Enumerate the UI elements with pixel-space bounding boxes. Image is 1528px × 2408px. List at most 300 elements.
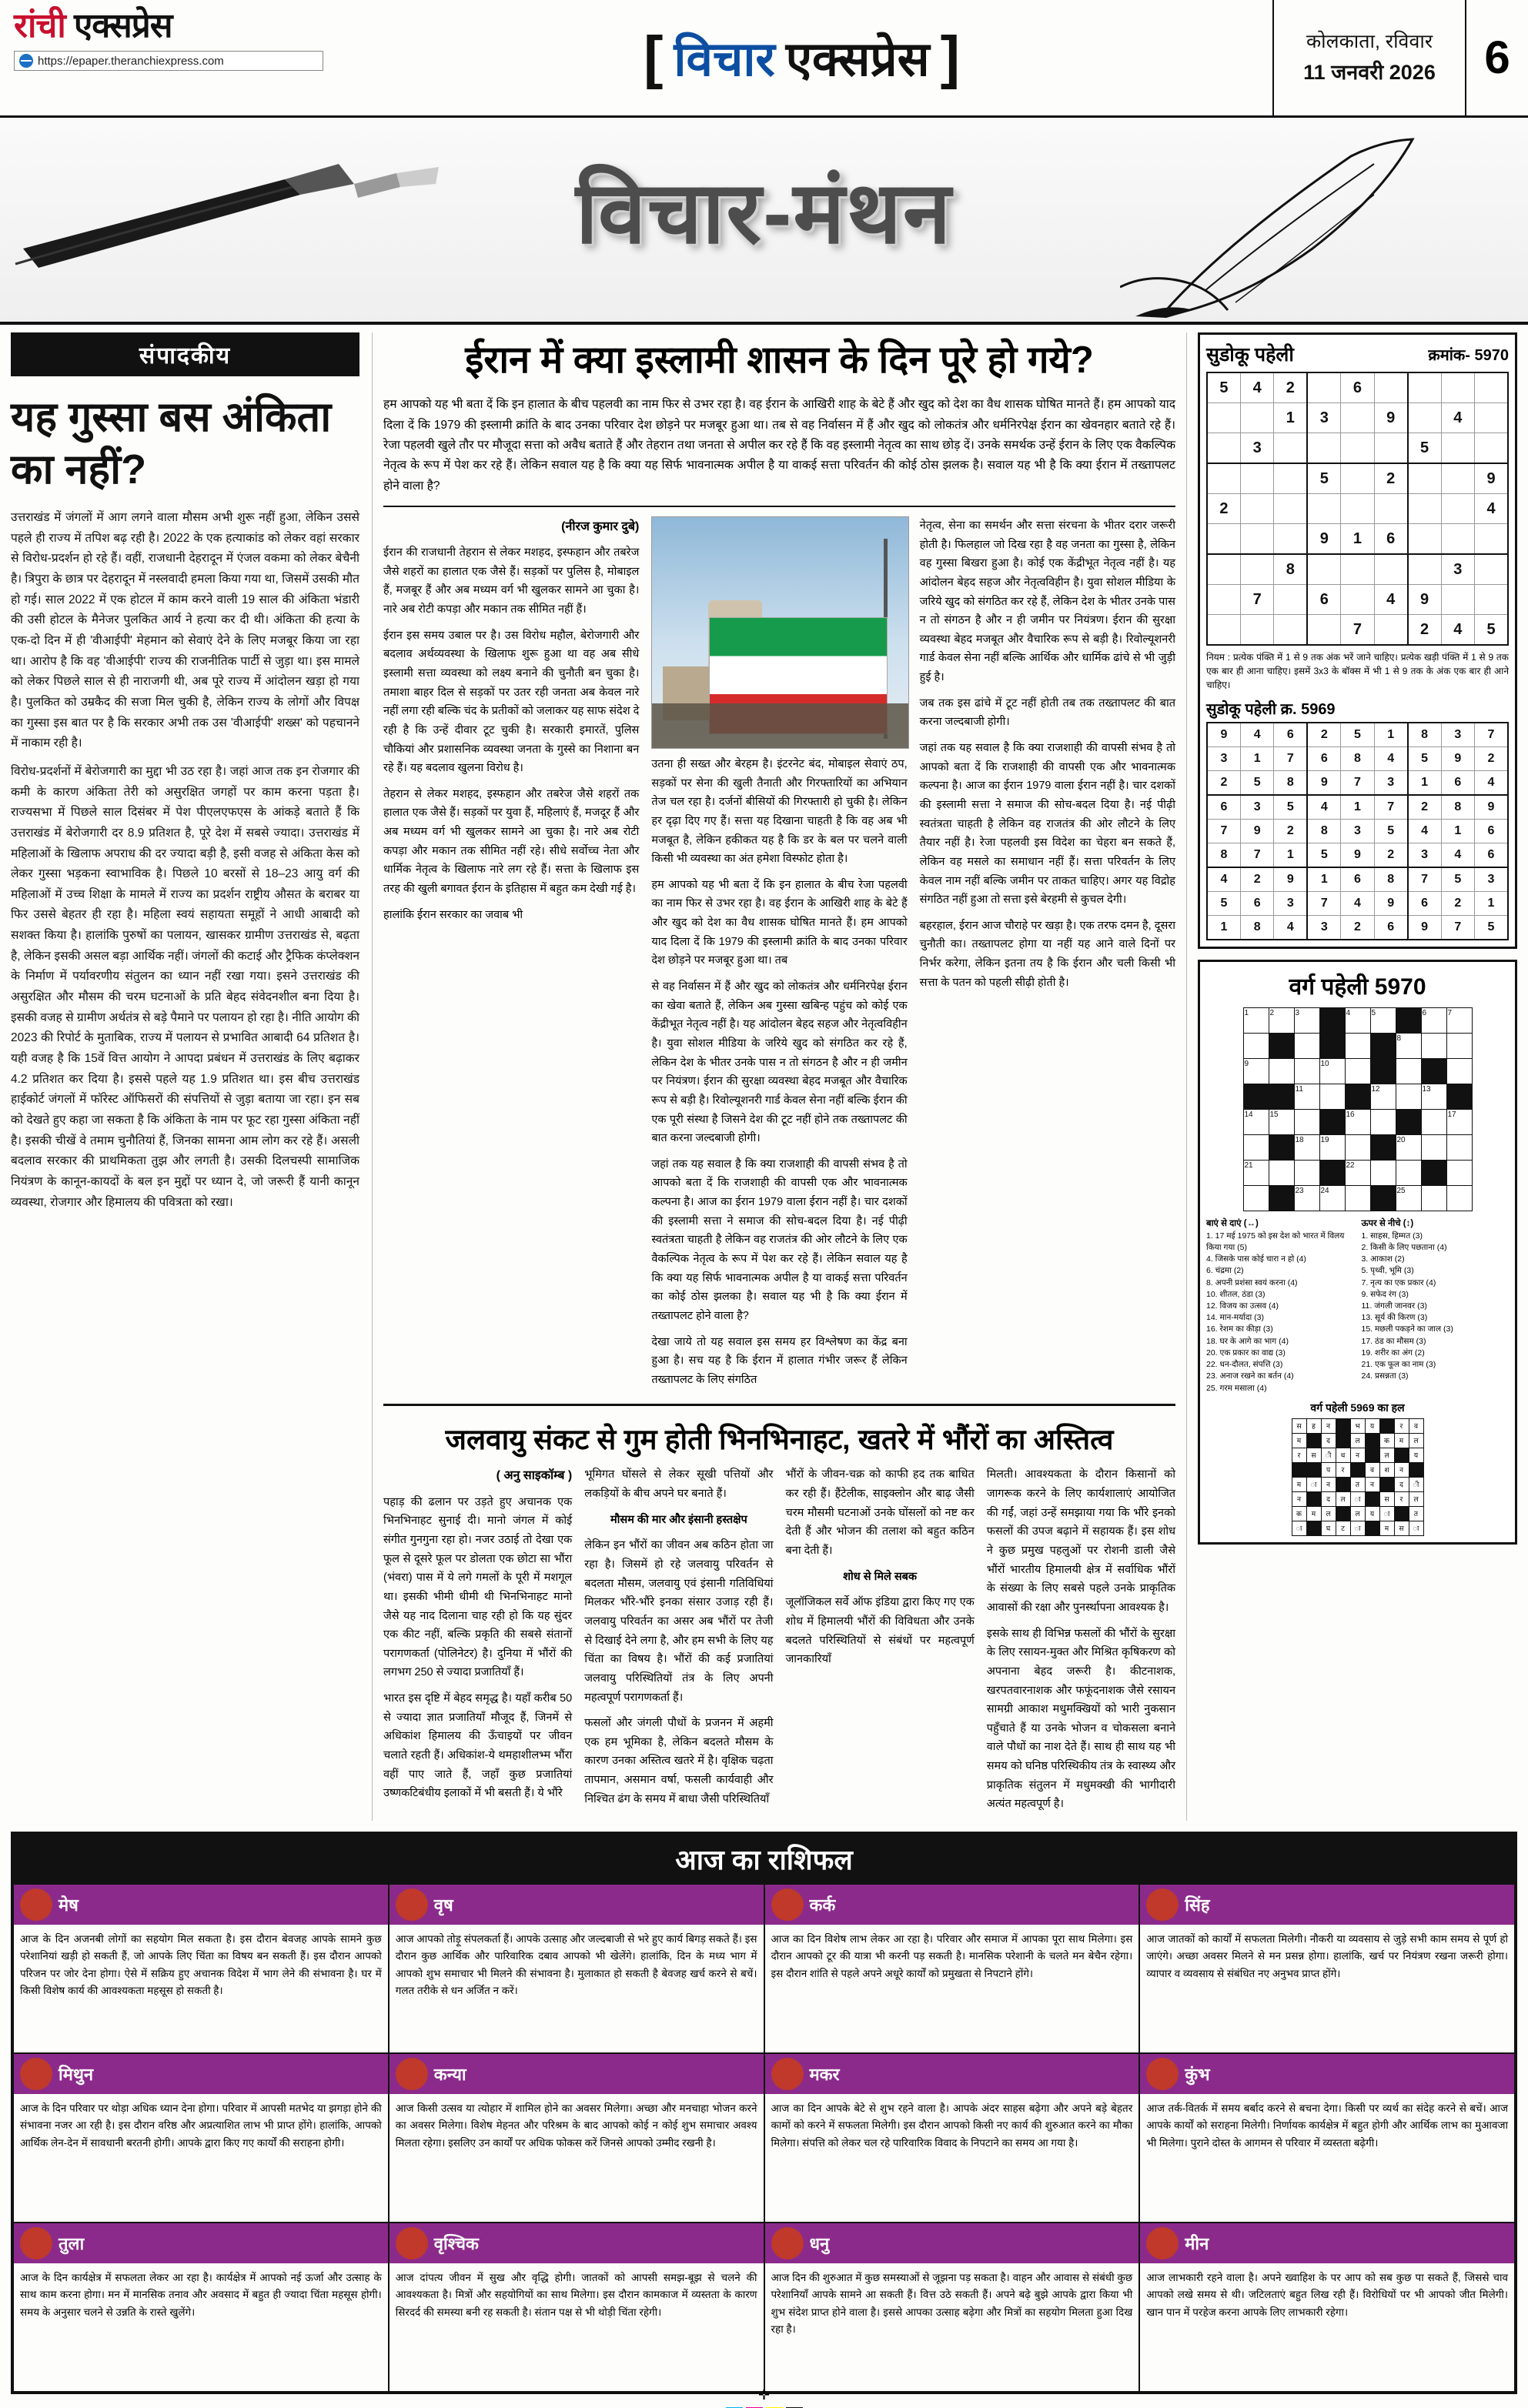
crossword-cell[interactable] <box>1345 1186 1370 1211</box>
sudoku-cell[interactable] <box>1307 554 1340 585</box>
clue-item: 9. सफेद रंग (3) <box>1361 1289 1409 1299</box>
sudoku-solution-cell: 6 <box>1374 916 1407 940</box>
clue-item: 12. विजय का उत्सव (4) <box>1206 1301 1279 1311</box>
publication-logo <box>14 9 323 43</box>
sudoku-solution-cell: 2 <box>1341 916 1374 940</box>
sudoku-cell[interactable] <box>1441 494 1474 524</box>
sudoku-cell[interactable]: 4 <box>1374 585 1407 615</box>
sudoku-cell[interactable] <box>1240 554 1273 585</box>
crossword-cell[interactable] <box>1370 1161 1396 1186</box>
sudoku-solution-cell: 5 <box>1240 771 1273 796</box>
crossword-cell[interactable] <box>1396 1059 1421 1084</box>
zodiac-text: आज का दिन आपके बेटे से शुभ रहने वाला है। आपके अंदर साहस बढ़ेगा और अपने बड़े बेहतर कामों को करने में सफलता मिलेगी। इस दौरान आपको किसी नए कार्य की शुरुआत करने का मौका मिलेगा। संपत्ति को लेकर चल रहे पारिवारिक विवाद के निपटाने का समय आ गया है। <box>771 2102 1133 2149</box>
sudoku-solution-cell: 9 <box>1341 843 1374 868</box>
sudoku-solution-cell: 8 <box>1374 867 1407 892</box>
sudoku-cell[interactable]: 5 <box>1408 433 1441 464</box>
crossword-cell[interactable]: 6 <box>1421 1008 1446 1034</box>
sudoku-cell[interactable] <box>1374 615 1407 646</box>
crossword-cell[interactable]: 10 <box>1319 1059 1345 1084</box>
sudoku-cell[interactable]: 5 <box>1475 615 1509 646</box>
sudoku-solution-cell: 8 <box>1207 843 1240 868</box>
crossword-cell[interactable] <box>1446 1034 1472 1059</box>
story2-paragraph: मिलती। आवश्यकता के दौरान किसानों को जागरूक करने के लिए कार्यशालाएं आयोजित की गईं, जहां उन्हें समझाया गया कि भौंरे इनको फसलों की उपज बढ़ाने में सहायक हैं। इस शोध ने कुछ प्रमुख पहलुओं पर रोशनी डाली जैसे भौंरों भारतीय हिमालयी क्षेत्र में सर्वाधिक भौंरों के संख्या के लिए सबसे पहले उनके प्राकृतिक आवासों की रक्षा और पुनर्स्थापना आवश्यक है। <box>986 1468 1175 1614</box>
sudoku-cell[interactable]: 2 <box>1207 494 1240 524</box>
zodiac-text: आज आपको तोड़ू संपलकर्ता हैं। आपके उत्साह और जल्दबाजी से भरे हुए कार्य बिगड़ सकते हैं। इस दौरान कुछ आर्थिक और पारिवारिक दबाव आपको भी खेलेंगे। हालांकि, दिन के मध्य भाग में आपको शुभ समाचार भी मिलने की संभावना है। मुलाकात हो सकती है बेवजह खर्च करने से बचें। गलत तरीके से धन अर्जित न करें। <box>395 1933 757 1996</box>
crossword-cell[interactable]: 21 <box>1243 1161 1269 1186</box>
zodiac-icon-libra <box>20 2227 52 2259</box>
secondary-story <box>383 1404 1175 1821</box>
story2-paragraph: लेकिन इन भौंरों का जीवन अब कठिन होता जा रहा है। जिसमें हो रहे जलवायु परिवर्तन से बदलता मौसम, जलवायु एवं इंसानी गतिविधियां मिलकर भौंरे-भौंरे इनका संसार उजाड़ रही हैं। जलवायु परिवर्तन का असर अब भौंरों पर तेजी से दिखाई देने लगा है, और हम सभी के लिए यह चिंता का विषय है। भौंरों की कई प्रजातियां जलवायु परिस्थितियों तंत्र के लिए अपनी महत्वपूर्ण परागणकर्ता हैं। <box>584 1539 774 1704</box>
sudoku-solution-cell: 1 <box>1307 867 1340 892</box>
clue-item: 25. गरम मसाला (4) <box>1206 1383 1267 1393</box>
sudoku-solution-cell: 6 <box>1341 867 1374 892</box>
story2-paragraph: फसलों और जंगली पौधों के प्रजनन में अहमी एक हम भूमिका है, लेकिन बदलते मौसम के कारण उनका अस्तित्व खतरे में है। वृक्षिक चढ़ता तापमान, असमान वर्षा, फसली कार्यवाही और निश्चित ढंग के समय में बाधा जैसी परिस्थितियाँ <box>584 1717 774 1805</box>
sudoku-cell[interactable]: 5 <box>1307 463 1340 494</box>
sudoku-cell[interactable] <box>1475 372 1509 403</box>
sudoku-cell[interactable] <box>1341 403 1374 433</box>
pen-illustration <box>8 133 485 310</box>
crossword-solution-grid: स ह न भ य र व म द ल क म ल र स ी ध न ल य प र व श न म ा न त न द ी न द ल ा स र ल क म ल ल य ा त ा घ ट ा म स ा <box>1292 1418 1424 1536</box>
clue-item: 23. अनाज रखने का बर्तन (4) <box>1206 1371 1294 1381</box>
sudoku-cell[interactable]: 6 <box>1341 372 1374 403</box>
clue-item: 21. एक फूल का नाम (3) <box>1361 1360 1436 1370</box>
sudoku-cell[interactable] <box>1408 524 1441 555</box>
clue-item: 13. सूर्य की किरण (3) <box>1361 1313 1428 1323</box>
zodiac-icon-aquarius <box>1146 2058 1179 2090</box>
crossword-cell[interactable] <box>1319 1084 1345 1110</box>
story2-paragraph: इसके साथ ही विभिन्न फसलों की भौंरों के सुरक्षा के लिए रसायन-मुक्त और मिश्रित कृषिकरण को अपनाना बेहद जरूरी है। कीटनाशक, खरपतवारनाशक और फफूंदनाशक जैसे रसायन सामग्री आकाश मधुमक्खियों को भारी नुकसान पहुँचाते हैं या उनके भोजन व चोकसला बनाने वाले पौधों का नाश देते हैं। साथ ही साथ यह भी समय को घनिष्ठ परिस्थिकीय तंत्र के स्वास्थ्य और प्राकृतिक संतुलन में मधुमक्खी की भागीदारी अत्यंत महत्वपूर्ण है। <box>986 1627 1175 1811</box>
sudoku-cell[interactable] <box>1374 554 1407 585</box>
sudoku-cell[interactable] <box>1207 403 1240 433</box>
horoscope-grid <box>13 1884 1515 2392</box>
sudoku-cell[interactable] <box>1240 403 1273 433</box>
sudoku-cell[interactable]: 8 <box>1274 554 1307 585</box>
main-paragraph: बहरहाल, ईरान आज चौराहे पर खड़ा है। एक तरफ दमन है, दूसरा चुनौती का। तख्तापलट होगा या नहीं यह आने वाले दिनों पर निर्भर करेगा, लेकिन इतना तय है कि ईरान और चली किसी भी सत्ता के पतन को पहली सीढ़ी होती है। <box>919 919 1175 989</box>
sudoku-cell[interactable]: 7 <box>1240 585 1273 615</box>
sudoku-solution-cell: 7 <box>1475 723 1509 747</box>
sudoku-cell[interactable] <box>1341 433 1374 464</box>
clue-item: 10. शीतल, ठंडा (3) <box>1206 1289 1266 1299</box>
zodiac-text: आज का दिन विशेष लाभ लेकर आ रहा है। परिवार और समाज में आपका पूरा साथ मिलेगा। इस दौरान आपको टूर की यात्रा भी करनी पड़ सकती है। मानसिक परेशानी के चलते मन बेचैन रहेगा। इस दौरान शांति से पहले अपने अधूरे कार्यों को प्रमुखता से निपटाने होंगे। <box>771 1933 1133 1979</box>
crossword-cell[interactable] <box>1446 1186 1472 1211</box>
sudoku-solution-cell: 3 <box>1441 723 1474 747</box>
crossword-block <box>1269 1084 1294 1110</box>
bracket-right: ] <box>940 25 960 90</box>
sudoku-solution-cell: 6 <box>1307 747 1340 771</box>
sudoku-cell[interactable] <box>1475 554 1509 585</box>
sudoku-cell[interactable] <box>1307 372 1340 403</box>
sudoku-cell[interactable] <box>1207 433 1240 464</box>
sudoku-cell[interactable] <box>1274 615 1307 646</box>
zodiac-name: तुला <box>59 2234 85 2253</box>
sudoku-cell[interactable] <box>1207 615 1240 646</box>
sudoku-solution-cell: 2 <box>1475 747 1509 771</box>
crossword-cell[interactable] <box>1243 1034 1269 1059</box>
sudoku-cell[interactable]: 2 <box>1374 463 1407 494</box>
sudoku-cell[interactable]: 4 <box>1441 403 1474 433</box>
story2-col-1 <box>383 1465 572 1821</box>
crossword-cell[interactable] <box>1421 1034 1446 1059</box>
crossword-cell[interactable] <box>1345 1135 1370 1161</box>
sudoku-solution-cell: 1 <box>1240 747 1273 771</box>
crossword-cell[interactable] <box>1446 1135 1472 1161</box>
editorial-paragraph: उत्तराखंड में जंगलों में आग लगने वाला मौसम अभी शुरू नहीं हुआ, लेकिन उससे पहले ही राज्य में तपिश बढ़ रही है। 2022 के एक हत्याकांड को लेकर वहां सरकार से विरोध-प्रदर्शन हो रहे हैं। वहीं, राजधानी देहरादून में एंजल वकमा को लेकर बेचैनी है। त्रिपुरा के छात्र पर देहरादून में नस्लवादी हमला किया गया था, जिसमें उसकी मौत हो गई। साल 2022 में एक होटल में काम करने वाली 19 साल की अंकिता भंडारी की उसी होटल के मैनेजर पुलकित आर्य ने हत्या कर दी थी। अंकिता की हत्या के एक-दो दिन में ही 'वीआईपी' मेहमान को सेवाएं देने के लिए मजबूर किया जा रहा था। आरोप है कि वह 'वीआईपी' राज्य की राजनीतिक पार्टी से जुड़ा था। इस मामले को लेकर पिछले साल से ही नाराजगी थी, अब पूरे राज्य में आंदोलन खड़ा हो गया है। पुलकित को उम्रकैद की सजा मिल चुकी है, लेकिन राज्य के लोगों और विपक्ष का गुस्सा इस बात पर है कि सरकार अभी तक उस 'वीआईपी' शख्स' को पहचानने में नाकाम रही है। <box>11 511 359 750</box>
crossword-cell[interactable]: 5 <box>1370 1008 1396 1034</box>
sudoku-cell[interactable] <box>1240 615 1273 646</box>
sudoku-solution-cell: 7 <box>1341 771 1374 796</box>
sudoku-cell[interactable] <box>1274 585 1307 615</box>
editorial-body <box>11 508 359 1213</box>
main-col-2 <box>651 516 907 1397</box>
sudoku-solution-cell: 8 <box>1240 916 1273 940</box>
sudoku-cell[interactable] <box>1274 494 1307 524</box>
crossword-cell[interactable] <box>1294 1059 1319 1084</box>
horoscope-card <box>764 2053 1140 2223</box>
story2-paragraph: भूमिगत घोंसले से लेकर सूखी पत्तियों और लकड़ियों के बीच अपने घर बनाते हैं। <box>584 1468 774 1501</box>
sudoku-solution-cell: 5 <box>1207 892 1240 916</box>
sudoku-cell[interactable]: 1 <box>1274 403 1307 433</box>
crossword-cell[interactable]: 2 <box>1269 1008 1294 1034</box>
main-paragraph: से वह निर्वासन में हैं और खुद को लोकतंत्र और धर्मनिरपेक्ष ईरान का खेवा बताते हैं, लेकिन अब गुस्सा खबिन्ह पहुंच को कोई एक केंद्रीभूत नेतृत्व नहीं है। यह आंदोलन बेहद सहज और नेतृत्वविहीन है। युवा सोशल मीडिया के जरिये खुद को संगठित कर रहे हैं, लेकिन देश के भीतर उनके पास न तो संगठन है और न ही जमीन पर नियंत्रण। ईरान की सुरक्षा व्यवस्था बेहद मजबूत और वैचारिक रूप से बड़ी है। रिवोल्यूशनरी गार्ड केवल सेना नहीं बल्कि ईरान की एक पूरी संस्था है जिसने देश की टूट नहीं होने तक तख्तापलट की बात करना जल्दबाजी होगी। <box>651 980 908 1145</box>
sudoku-cell[interactable]: 9 <box>1408 585 1441 615</box>
sudoku-cell[interactable] <box>1475 585 1509 615</box>
sudoku-solution-cell: 9 <box>1240 820 1273 843</box>
sudoku-cell[interactable] <box>1475 524 1509 555</box>
zodiac-icon-taurus <box>396 1889 428 1921</box>
sudoku-cell[interactable]: 9 <box>1475 463 1509 494</box>
sudoku-cell[interactable] <box>1441 433 1474 464</box>
sudoku-solution-cell: 5 <box>1441 867 1474 892</box>
main-paragraph: तेहरान से लेकर मशहद, इस्फहान और तबरेज जैसे शहरों तक हालात एक जैसे हैं। सड़कों पर युवा हैं, महिलाएं हैं, मजदूर हैं और अब मध्यम वर्ग भी खुलकर सामने आ चुका है। नारे अब रोटी कपड़ा और मकान तक सीमित नहीं रहे। सीधे सर्वोच्च नेता और धार्मिक नेतृत्व के खिलाफ नारे लग रहे हैं। सत्ता के खिलाफ इस तरह की खुली बगावत ईरान के इतिहास में बहुत कम देखी गई है। <box>383 787 640 896</box>
crossword-cell[interactable]: 4 <box>1345 1008 1370 1034</box>
horoscope-card <box>1139 2223 1515 2392</box>
print-registration-bar <box>0 2387 1528 2408</box>
sudoku-cell[interactable] <box>1374 372 1407 403</box>
zodiac-text: आज के दिन कार्यक्षेत्र में सफलता लेकर आ रहा है। कार्यक्षेत्र में आपको नई ऊर्जा और उत्साह के साथ काम करना होगा। मन में मानसिक तनाव और अवसाद में बहुत ही ज्यादा चिंता महसूस होगी। समय के अनुसार चलने से उन्नति के रास्ते खुलेंगे। <box>20 2272 382 2318</box>
sudoku-cell[interactable] <box>1240 524 1273 555</box>
sudoku-cell[interactable]: 5 <box>1207 372 1240 403</box>
zodiac-text: आज जातकों को कार्यों में सफलता मिलेगी। नौकरी या व्यवसाय से जुड़े सभी काम समय से पूर्ण हो जाएंगे। अच्छा अवसर मिलने से मन प्रसन्न होगा। हालांकि, खर्च पर नियंत्रण रखना जरूरी होगा। व्यापार व व्यवसाय से संबंधित नए अनुभव प्राप्त होंगे। <box>1146 1933 1508 1979</box>
sudoku-cell[interactable] <box>1207 554 1240 585</box>
sudoku-cell[interactable] <box>1307 494 1340 524</box>
sudoku-solution-cell: 4 <box>1240 723 1273 747</box>
sudoku-solution-cell: 7 <box>1374 795 1407 820</box>
crossword-block <box>1421 1059 1446 1084</box>
crossword-cell[interactable]: 16 <box>1345 1110 1370 1135</box>
sudoku-cell[interactable] <box>1274 463 1307 494</box>
crossword-block <box>1319 1161 1345 1186</box>
zodiac-text: आज के दिन परिवार पर थोड़ा अधिक ध्यान देना होगा। परिवार में आपसी मतभेद या झगड़ा होने की संभावना नजर आ रही है। इस दौरान वरिष्ठ और अप्रत्याशित लाभ भी प्राप्त होंगे। हालांकि, आपको आर्थिक लेन-देन में सावधानी बरतनी होगी। आपके द्वारा किए गए कार्यों की सराहना होगी। <box>20 2102 382 2149</box>
sudoku-title: सुडोकू पहेली <box>1206 344 1294 366</box>
crossword-block <box>1396 1008 1421 1034</box>
sudoku-solution-cell: 3 <box>1207 747 1240 771</box>
sudoku-cell[interactable] <box>1341 585 1374 615</box>
sudoku-cell[interactable]: 2 <box>1408 615 1441 646</box>
crossword-cell[interactable]: 22 <box>1345 1161 1370 1186</box>
story2-col-3 <box>786 1465 975 1821</box>
horoscope-card <box>13 2053 389 2223</box>
horoscope-section <box>11 1832 1517 2394</box>
sudoku-solution-cell: 3 <box>1240 795 1273 820</box>
crossword-cell[interactable] <box>1243 1186 1269 1211</box>
crossword-cell[interactable]: 11 <box>1294 1084 1319 1110</box>
sudoku-cell[interactable] <box>1441 372 1474 403</box>
crossword-grid[interactable] <box>1243 1007 1473 1211</box>
crossword-cell[interactable]: 17 <box>1446 1110 1472 1135</box>
sudoku-cell[interactable] <box>1307 615 1340 646</box>
sudoku-solution-cell: 6 <box>1441 771 1474 796</box>
sudoku-solution-cell: 8 <box>1307 820 1340 843</box>
crossword-cell[interactable] <box>1370 1110 1396 1135</box>
crossword-cell[interactable]: 3 <box>1294 1008 1319 1034</box>
horoscope-card <box>13 2223 389 2392</box>
crossword-cell[interactable] <box>1269 1059 1294 1084</box>
zodiac-text: आज लाभकारी रहने वाला है। अपने ख्वाहिश के पर आप को सब कुछ पा सकते हैं, जिससे चाव आपको लखे समय से थी। जटिलताएं बहुत लिख रही हैं। विरोधियों पर भी आपको जीत मिलेगी। खान पान में परहेज करना आपके लिए लाभकारी रहेगा। <box>1146 2272 1508 2318</box>
crossword-cell[interactable] <box>1396 1084 1421 1110</box>
section-masthead <box>331 0 1272 115</box>
zodiac-name: कर्क <box>809 1895 836 1915</box>
iran-photo <box>651 516 908 749</box>
clue-item: 20. एक प्रकार का वाद्य (3) <box>1206 1348 1286 1358</box>
sudoku-cell[interactable] <box>1341 463 1374 494</box>
sudoku-cell[interactable]: 2 <box>1274 372 1307 403</box>
crossword-cell[interactable] <box>1446 1059 1472 1084</box>
epaper-url-bar[interactable] <box>14 51 323 71</box>
crossword-cell[interactable] <box>1396 1161 1421 1186</box>
zodiac-name: वृष <box>433 1895 453 1915</box>
crossword-cell[interactable] <box>1269 1161 1294 1186</box>
sudoku-solution-cell: 1 <box>1374 723 1407 747</box>
main-headline: ईरान में क्या इस्लामी शासन के दिन पूरे हो गये? <box>465 339 1094 381</box>
sudoku-cell[interactable] <box>1274 433 1307 464</box>
sudoku-solution-cell: 3 <box>1274 892 1307 916</box>
crossword-cell[interactable] <box>1421 1110 1446 1135</box>
sudoku-box <box>1198 332 1517 949</box>
crossword-block <box>1269 1135 1294 1161</box>
sudoku-cell[interactable] <box>1341 494 1374 524</box>
crossword-block <box>1345 1084 1370 1110</box>
sudoku-cell[interactable] <box>1307 433 1340 464</box>
sudoku-solution-cell: 9 <box>1408 916 1441 940</box>
zodiac-icon-scorpio <box>396 2227 428 2259</box>
sudoku-solution-cell: 5 <box>1341 723 1374 747</box>
zodiac-text: आज दिन की शुरुआत में कुछ समस्याओं से जूझना पड़ सकता है। वाहन और आवास से संबंधी कुछ परेशानियाँ आपके सामने आ सकती हैं। वित्त उठे सकती हैं। अपने बढ़े बुझे आपके द्वारा किया भी शुभ संदेश प्राप्त होने वाला है। इससे आपका उत्साह बढ़ेगा और मित्रों का सहयोग मिलता हुआ दिख रहा है। <box>771 2272 1133 2335</box>
crossword-cell[interactable] <box>1294 1034 1319 1059</box>
sudoku-solution-cell: 1 <box>1475 892 1509 916</box>
crossword-cell[interactable] <box>1421 1186 1446 1211</box>
main-paragraph: जहां तक यह सवाल है कि क्या राजशाही की वापसी संभव है तो आपको बता दें कि राजशाही की वापसी एक और भावनात्मक कल्पना है। आज का ईरान 1979 वाला ईरान नहीं है। चार दशकों की इस्लामी सत्ता ने समाज की सोच-बदल दिया है। नई पीढ़ी स्वतंत्रता चाहती है लेकिन वह राजतंत्र की ओर लौटने के लिए तैयार नहीं है। रेजा पहलवी इस विदेश का चेहरा बन सकते हैं, लेकिन वह मसले का समाधान नहीं हैं। सत्ता परिवर्तन के लिए केवल नाम नहीं बल्कि जमीन पर ताकत चाहिए। अगर यह विद्रोह संगठित नहीं हुआ तो सत्ता इसे बेरहमी से कुचल देगी। <box>919 742 1175 907</box>
sudoku-cell[interactable] <box>1441 463 1474 494</box>
sudoku-cell[interactable] <box>1408 403 1441 433</box>
main-paragraph: ईरान की राजधानी तेहरान से लेकर मशहद, इस्फहान और तबरेज जैसे शहरों का हालात एक जैसे हैं। सड़कों पर पुलिस है, मोबाइल हैं, मजबूर हैं और अब मध्यम वर्ग भी खुलकर सामने आ चुका है। नारे अब रोटी कपड़ा और मकान तक सीमित नहीं हैं। <box>383 546 640 616</box>
crossword-cell[interactable]: 1 <box>1243 1008 1269 1034</box>
banner-title: विचार-मंथन <box>575 165 953 261</box>
crossword-cell[interactable]: 19 <box>1319 1135 1345 1161</box>
main-byline: (नीरज कुमार दुबे) <box>561 519 640 533</box>
crossword-block <box>1370 1135 1396 1161</box>
sudoku-cell[interactable]: 3 <box>1441 554 1474 585</box>
main-col-3 <box>920 516 1175 1397</box>
sudoku-cell[interactable]: 4 <box>1441 615 1474 646</box>
main-story-columns <box>383 516 1175 1397</box>
horoscope-card <box>389 2223 764 2392</box>
crossword-cell[interactable] <box>1446 1161 1472 1186</box>
crossword-cell[interactable]: 7 <box>1446 1008 1472 1034</box>
crossword-cell[interactable] <box>1345 1059 1370 1084</box>
sudoku-cell[interactable]: 9 <box>1374 403 1407 433</box>
editorial-headline: यह गुस्सा बस अंकिता का नहीं? <box>11 394 332 493</box>
masthead-dateline <box>1272 0 1528 115</box>
main-paragraph: देखा जाये तो यह सवाल इस समय हर विश्लेषण का केंद्र बना हुआ है। सच यह है कि ईरान में हालात गंभीर जरूर हैं लेकिन तख्तापलट के लिए संगठित <box>651 1335 908 1386</box>
main-paragraph: हालांकि ईरान सरकार का जवाब भी <box>383 908 523 921</box>
clues-down-heading: ऊपर से नीचे (↕) <box>1361 1219 1414 1228</box>
crossword-cell[interactable]: 8 <box>1396 1034 1421 1059</box>
sudoku-cell[interactable] <box>1441 585 1474 615</box>
clue-item: 15. मछली पकड़ने का जाल (3) <box>1361 1324 1453 1334</box>
sudoku-cell[interactable] <box>1475 433 1509 464</box>
crossword-cell[interactable]: 13 <box>1421 1084 1446 1110</box>
sudoku-cell[interactable]: 4 <box>1475 494 1509 524</box>
logo-main: रांची <box>14 7 65 45</box>
clue-item: 14. मान-मर्यादा (3) <box>1206 1313 1264 1323</box>
horoscope-title: आज का राशिफल <box>13 1834 1515 1884</box>
crossword-cell[interactable] <box>1243 1135 1269 1161</box>
sudoku-solution-cell: 8 <box>1341 747 1374 771</box>
sudoku-solution-cell: 2 <box>1274 820 1307 843</box>
crowd <box>652 703 908 748</box>
sudoku-solution-cell: 1 <box>1341 795 1374 820</box>
secondary-headline: जलवायु संकट से गुम होती भिनभिनाहट, खतरे में भौंरों का अस्तित्व <box>445 1424 1114 1456</box>
sudoku-cell[interactable]: 3 <box>1240 433 1273 464</box>
sudoku-cell[interactable] <box>1441 524 1474 555</box>
crossword-block <box>1319 1008 1345 1034</box>
crossword-cell[interactable] <box>1294 1161 1319 1186</box>
sudoku-cell[interactable]: 7 <box>1341 615 1374 646</box>
crossword-cell[interactable]: 25 <box>1396 1186 1421 1211</box>
sudoku-solution-cell: 7 <box>1274 747 1307 771</box>
crossword-block <box>1446 1084 1472 1110</box>
crossword-cell[interactable]: 12 <box>1370 1084 1396 1110</box>
clue-item: 1. 17 मई 1975 को इस देश को भारत में विलय किया गया (5) <box>1206 1231 1345 1252</box>
sudoku-solution-cell: 7 <box>1207 820 1240 843</box>
clue-item: 11. जंगली जानवर (3) <box>1361 1301 1427 1311</box>
sudoku-solution-cell: 3 <box>1475 867 1509 892</box>
zodiac-name: धनु <box>809 2234 830 2253</box>
sudoku-cell[interactable] <box>1207 585 1240 615</box>
sudoku-solution-cell: 2 <box>1374 843 1407 868</box>
sudoku-cell[interactable] <box>1341 554 1374 585</box>
crossword-cell[interactable]: 24 <box>1319 1186 1345 1211</box>
zodiac-icon-cancer <box>771 1889 804 1921</box>
zodiac-name: कुंभ <box>1185 2065 1210 2084</box>
crossword-cell[interactable] <box>1294 1110 1319 1135</box>
clue-item: 17. ठंड का मौसम (3) <box>1361 1336 1426 1346</box>
crossword-cell[interactable]: 23 <box>1294 1186 1319 1211</box>
sudoku-cell[interactable] <box>1207 524 1240 555</box>
story2-paragraph: भारत इस दृष्टि में बेहद समृद्ध है। यहाँ करीब 50 से ज्यादा ज्ञात प्रजातियाँ मौजूद हैं, जिनमें से अधिकांश हिमालय की ऊँचाइयों पर जीवन चलाते रहती हैं। अधिकांश-ये थमहाशीलभ्म भौंरा वहीं पाए जाते हैं, जहाँ कुछ प्रजातियां उष्णकटिबंधीय इलाकों में भी बसती हैं। ये भौंरे <box>383 1692 573 1800</box>
sudoku-cell[interactable] <box>1240 463 1273 494</box>
sudoku-solution-cell: 9 <box>1207 723 1240 747</box>
clues-across-heading: बाएं से दाएं (↔) <box>1206 1219 1259 1228</box>
zodiac-name: मीन <box>1185 2234 1209 2253</box>
sudoku-cell[interactable] <box>1240 494 1273 524</box>
horoscope-card <box>764 2223 1140 2392</box>
clue-item: 7. नृत्य का एक प्रकार (4) <box>1361 1277 1436 1287</box>
sudoku-solution-title: सुडोकू पहेली क्र. 5969 <box>1206 701 1336 718</box>
zodiac-icon-virgo <box>396 2058 428 2090</box>
section-title-secondary: एक्सप्रेस <box>785 33 930 86</box>
sudoku-cell[interactable]: 6 <box>1307 585 1340 615</box>
sudoku-cell[interactable] <box>1274 524 1307 555</box>
horoscope-card <box>1139 2053 1515 2223</box>
sudoku-cell[interactable] <box>1207 463 1240 494</box>
sudoku-cell[interactable]: 3 <box>1307 403 1340 433</box>
crossword-cell[interactable]: 9 <box>1243 1059 1269 1084</box>
sudoku-cell[interactable] <box>1408 554 1441 585</box>
page-content <box>0 325 1528 1821</box>
main-paragraph: ईरान इस समय उबाल पर है। उस विरोध महौल, बेरोजगारी और बदलाव अर्थव्यवस्था के खिलाफ शुरू हुआ था वह अब सीधे इस्लामी सत्ता व्यवस्था को लक्ष्य बनाने की चुनौती बन चुका है। तमाशा बाहर दिल से सड़कों पर उतर रही जनता अब केवल नारे नहीं लगा रही बल्कि चंद के प्रतीकों को जलाकर यह साफ संदेश दे रही है कि उन्हें दीवार टूट चुकी है। सरकारी इमारतें, पुलिस चौकियां और प्रशासनिक व्यवस्था जनता के गुस्से का निशाना बन रहे हैं। यह बदलाव खुलना विरोध है। <box>383 629 640 775</box>
zodiac-icon-leo <box>1146 1889 1179 1921</box>
sudoku-solution-cell: 4 <box>1341 892 1374 916</box>
zodiac-name: मकर <box>809 2065 840 2084</box>
sudoku-solution-cell: 9 <box>1274 867 1307 892</box>
sudoku-cell[interactable]: 4 <box>1240 372 1273 403</box>
main-paragraph: हम आपको यह भी बता दें कि इन हालात के बीच रेजा पहलवी का नाम फिर से उभर रहा है। वह ईरान के आखिरी शाह के बेटे हैं और खुद को देश का वैध शासक घोषित मानते हैं। हम आपको याद दिला दें कि 1979 की इस्लामी क्रांति के बाद उनका परिवार देश छोड़ने पर मजबूर हुआ था। तब <box>651 878 908 967</box>
sudoku-cell[interactable]: 9 <box>1307 524 1340 555</box>
sudoku-cell[interactable] <box>1408 463 1441 494</box>
zodiac-name: मेष <box>59 1895 79 1915</box>
sudoku-solution-cell: 4 <box>1274 916 1307 940</box>
sudoku-solution-cell: 6 <box>1408 892 1441 916</box>
clue-item: 22. धन-दौलत, संपत्ति (3) <box>1206 1360 1283 1370</box>
story2-paragraph: भौंरों के जीवन-चक्र को काफी हद तक बाधित कर रही हैं। हैंटेलीक, साइक्लोन और बाढ़ जैसी चरम मौसमी घटनाओं उनके घोंसलों को नष्ट कर देती हैं और भोजन की तलाश को बहुत कठिन बना देती हैं। <box>785 1468 975 1558</box>
sudoku-solution-cell: 5 <box>1274 795 1307 820</box>
sudoku-cell[interactable] <box>1475 403 1509 433</box>
sudoku-solution-cell: 4 <box>1207 867 1240 892</box>
sudoku-grid[interactable] <box>1206 372 1509 646</box>
sudoku-cell[interactable] <box>1408 372 1441 403</box>
sudoku-solution-cell: 1 <box>1274 843 1307 868</box>
sudoku-solution-cell: 2 <box>1408 795 1441 820</box>
sudoku-cell[interactable] <box>1374 433 1407 464</box>
secondary-story-columns <box>383 1465 1175 1821</box>
crossword-block <box>1421 1161 1446 1186</box>
zodiac-icon-aries <box>20 1889 52 1921</box>
crossword-cell[interactable]: 15 <box>1269 1110 1294 1135</box>
crossword-block <box>1269 1034 1294 1059</box>
crossword-cell[interactable]: 14 <box>1243 1110 1269 1135</box>
sudoku-solution-cell: 7 <box>1307 892 1340 916</box>
zodiac-name: वृश्चिक <box>433 2234 479 2253</box>
crossword-cell[interactable] <box>1421 1135 1446 1161</box>
sudoku-cell[interactable]: 1 <box>1341 524 1374 555</box>
main-paragraph: जब तक इस ढांचे में टूट नहीं होती तब तक तख्तापलट की बात करना जल्दबाजी होगी। <box>919 696 1175 729</box>
crossword-block <box>1370 1186 1396 1211</box>
crossword-cell[interactable] <box>1345 1034 1370 1059</box>
sudoku-cell[interactable]: 6 <box>1374 524 1407 555</box>
crossword-block <box>1396 1110 1421 1135</box>
crossword-block <box>1370 1059 1396 1084</box>
crossword-cell[interactable]: 20 <box>1396 1135 1421 1161</box>
zodiac-name: कन्या <box>433 2065 466 2084</box>
clue-item: 6. चंद्रमा (2) <box>1206 1266 1244 1276</box>
crossword-cell[interactable]: 18 <box>1294 1135 1319 1161</box>
sudoku-cell[interactable] <box>1374 494 1407 524</box>
bracket-left: [ <box>644 25 664 90</box>
sudoku-cell[interactable] <box>1408 494 1441 524</box>
zodiac-icon-pisces <box>1146 2227 1179 2259</box>
sudoku-solution-cell: 6 <box>1240 892 1273 916</box>
